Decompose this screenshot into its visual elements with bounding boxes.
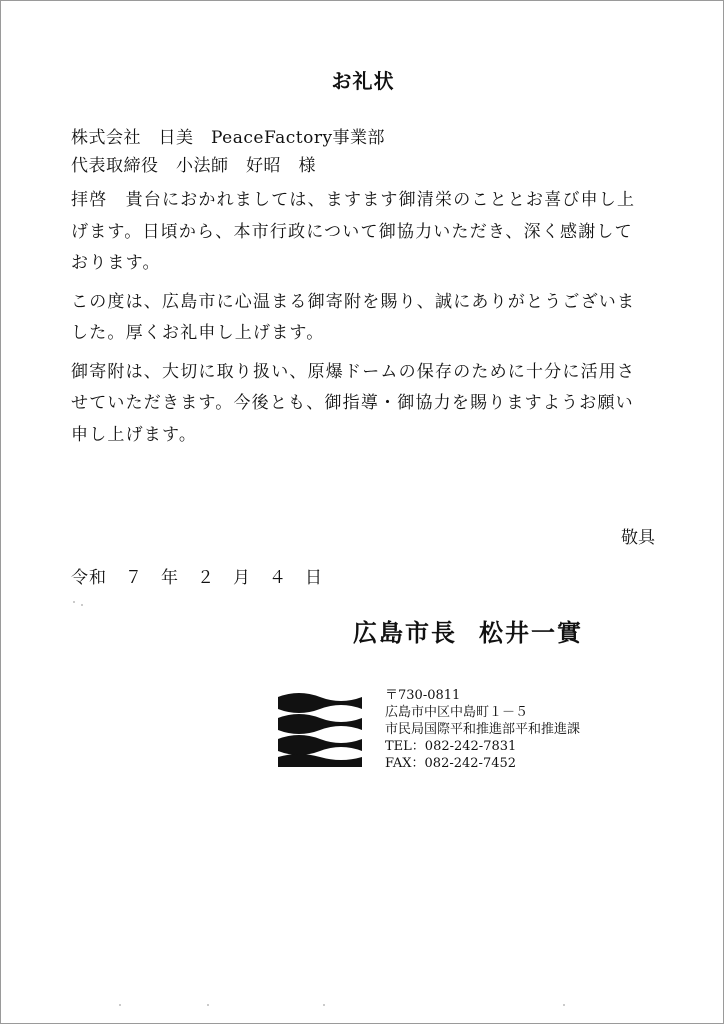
scan-speck [563,1004,565,1006]
scan-speck [81,604,83,606]
letter-body [71,185,651,458]
sender-title: 広島市長 [353,618,457,647]
paragraph-usage: 御寄附は、大切に取り扱い、原爆ドームの保存のために十分に活用させていただきます。今後とも、御指導・御協力を賜りますようお願い申し上げます。 [71,361,636,445]
scan-speck [73,601,75,603]
paragraph-greeting: 拝啓 貴台におかれましては、ますます御清栄のこととお喜び申し上げます。日頃から、本市行政について御協力いただき、深く感謝しております。 [71,190,636,273]
fax-number: FAX：082-242-7452 [385,756,517,771]
recipient-person: 代表取締役 小法師 好昭 様 [71,156,316,176]
scan-speck [119,1004,121,1006]
contact-block [385,687,580,772]
scan-speck [207,1004,209,1006]
letter-date: 令和 ７ 年 ２ 月 ４ 日 [71,568,323,588]
scan-speck [323,1004,325,1006]
signature [353,613,583,648]
sender-name: 松井一實 [479,618,583,647]
paragraph-thanks: この度は、広島市に心温まる御寄附を賜り、誠にありがとうございました。厚くお礼申し上げます。 [71,291,636,343]
address: 広島市中区中島町１－５ [385,705,529,720]
postal-code: 〒730-0811 [385,688,461,703]
recipient-company: 株式会社 日美 PeaceFactory事業部 [71,128,386,148]
hiroshima-city-emblem-icon [278,689,362,767]
tel-number: TEL：082-242-7831 [385,739,517,754]
letter-title: お礼状 [331,69,395,93]
department: 市民局国際平和推進部平和推進課 [385,722,581,737]
closing-word: 敬具 [621,528,655,548]
